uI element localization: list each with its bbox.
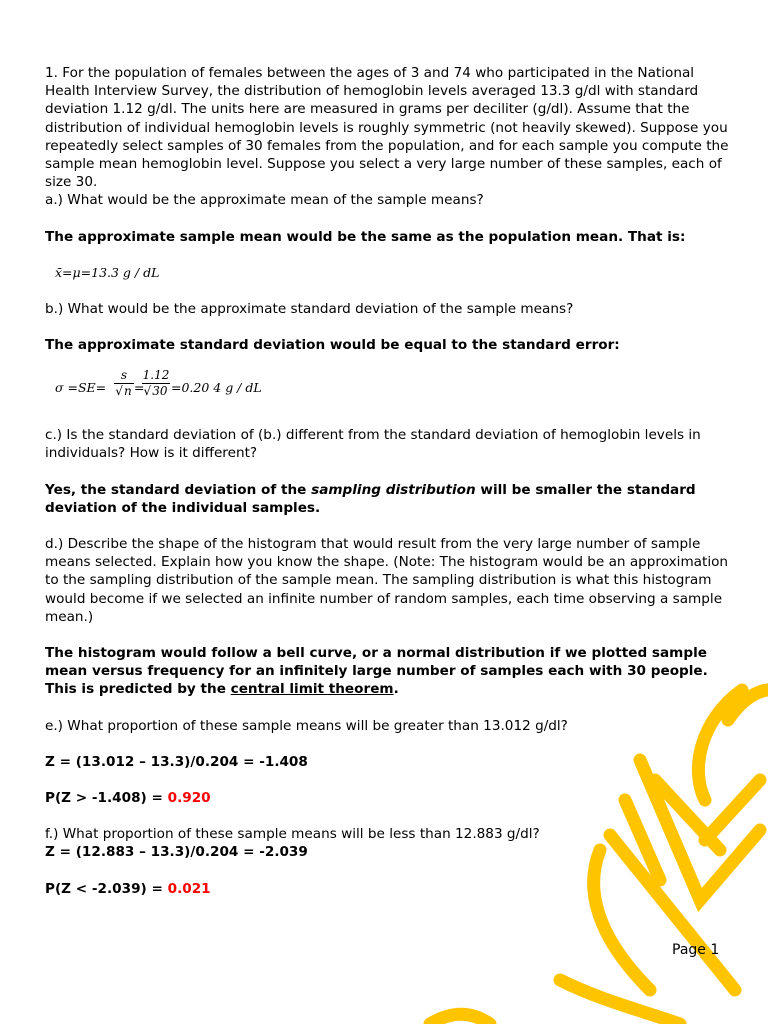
question-c: c.) Is the standard deviation of (b.) different from the standard deviation of hemoglobin levels in individuals? How is it different?: [45, 427, 701, 462]
question-1-intro: 1. For the population of females between the ages of 3 and 74 who participated in the National Health Interview Survey, the distribution of hemoglobin levels averaged 13.3 g/dl with standard deviation 1.12 g/dl. The units here are measured in grams per deciliter (g/dl). Assume that the distribution of individual hemoglobin levels is roughly symmetric (not heavily skewed). Suppose you repeatedly select samples of 30 females from the population, and for each sample you compute the sample mean hemoglobin level. Suppose you select a very large number of these samples, each of size 30.: [45, 65, 729, 191]
fraction-value-numerator: 1.12: [142, 368, 170, 383]
formula-lhs: σ =SE=: [55, 380, 107, 396]
page-number: Page 1: [672, 942, 720, 958]
formula-rhs: =0.20 4 g / dL: [171, 380, 262, 396]
answer-d: The histogram would follow a bell curve, or a normal distribution if we plotted sample mean versus frequency for an infinitely large number of samples each with 30 people. This is predicted by the central limit theorem.: [45, 645, 708, 698]
question-a: a.) What would be the approximate mean of the sample means?: [45, 192, 484, 209]
answer-a: The approximate sample mean would be the same as the population mean. That is:: [45, 228, 686, 245]
z-score-e: Z = (13.012 – 13.3)/0.204 = -1.408: [45, 753, 308, 770]
probability-e: P(Z > -1.408) = 0.920: [45, 790, 211, 807]
question-f: f.) What proportion of these sample means will be less than 12.883 g/dl?: [45, 826, 540, 843]
formula-mean: x̄=μ=13.3 g / dL: [55, 264, 160, 280]
fraction-value-denominator: 30: [152, 384, 168, 399]
fraction-s-over-root-n: s √n: [114, 368, 134, 399]
emphasis-sampling-distribution: sampling distribution: [311, 481, 476, 498]
central-limit-theorem-link[interactable]: central limit theorem: [230, 681, 394, 698]
fraction-numerator: s: [120, 368, 128, 383]
question-b: b.) What would be the approximate standard deviation of the sample means?: [45, 300, 574, 317]
answer-b: The approximate standard deviation would be equal to the standard error:: [45, 337, 620, 354]
probability-e-value: 0.920: [167, 790, 211, 807]
question-d: d.) Describe the shape of the histogram that would result from the very large number of sample means selected. Explain how you know the shape. (Note: The histogram would be an approximation to the sampling distribution of the sample mean. The sampling distribution is what this histogram would become if we selected an infinite number of random samples, each time observing a sample mean.): [45, 536, 729, 625]
answer-c: Yes, the standard deviation of the sampling distribution will be smaller the standard deviation of the individual samples.: [45, 481, 696, 516]
z-score-f: Z = (12.883 – 13.3)/0.204 = -2.039: [45, 844, 308, 861]
fraction-denominator: n: [123, 384, 132, 399]
equals-sign: =: [134, 380, 145, 396]
probability-f: P(Z < -2.039) = 0.021: [45, 880, 211, 897]
probability-f-value: 0.021: [167, 880, 211, 897]
question-e: e.) What proportion of these sample means will be greater than 13.012 g/dl?: [45, 717, 568, 734]
fraction-value: 1.12 √30: [142, 368, 170, 399]
